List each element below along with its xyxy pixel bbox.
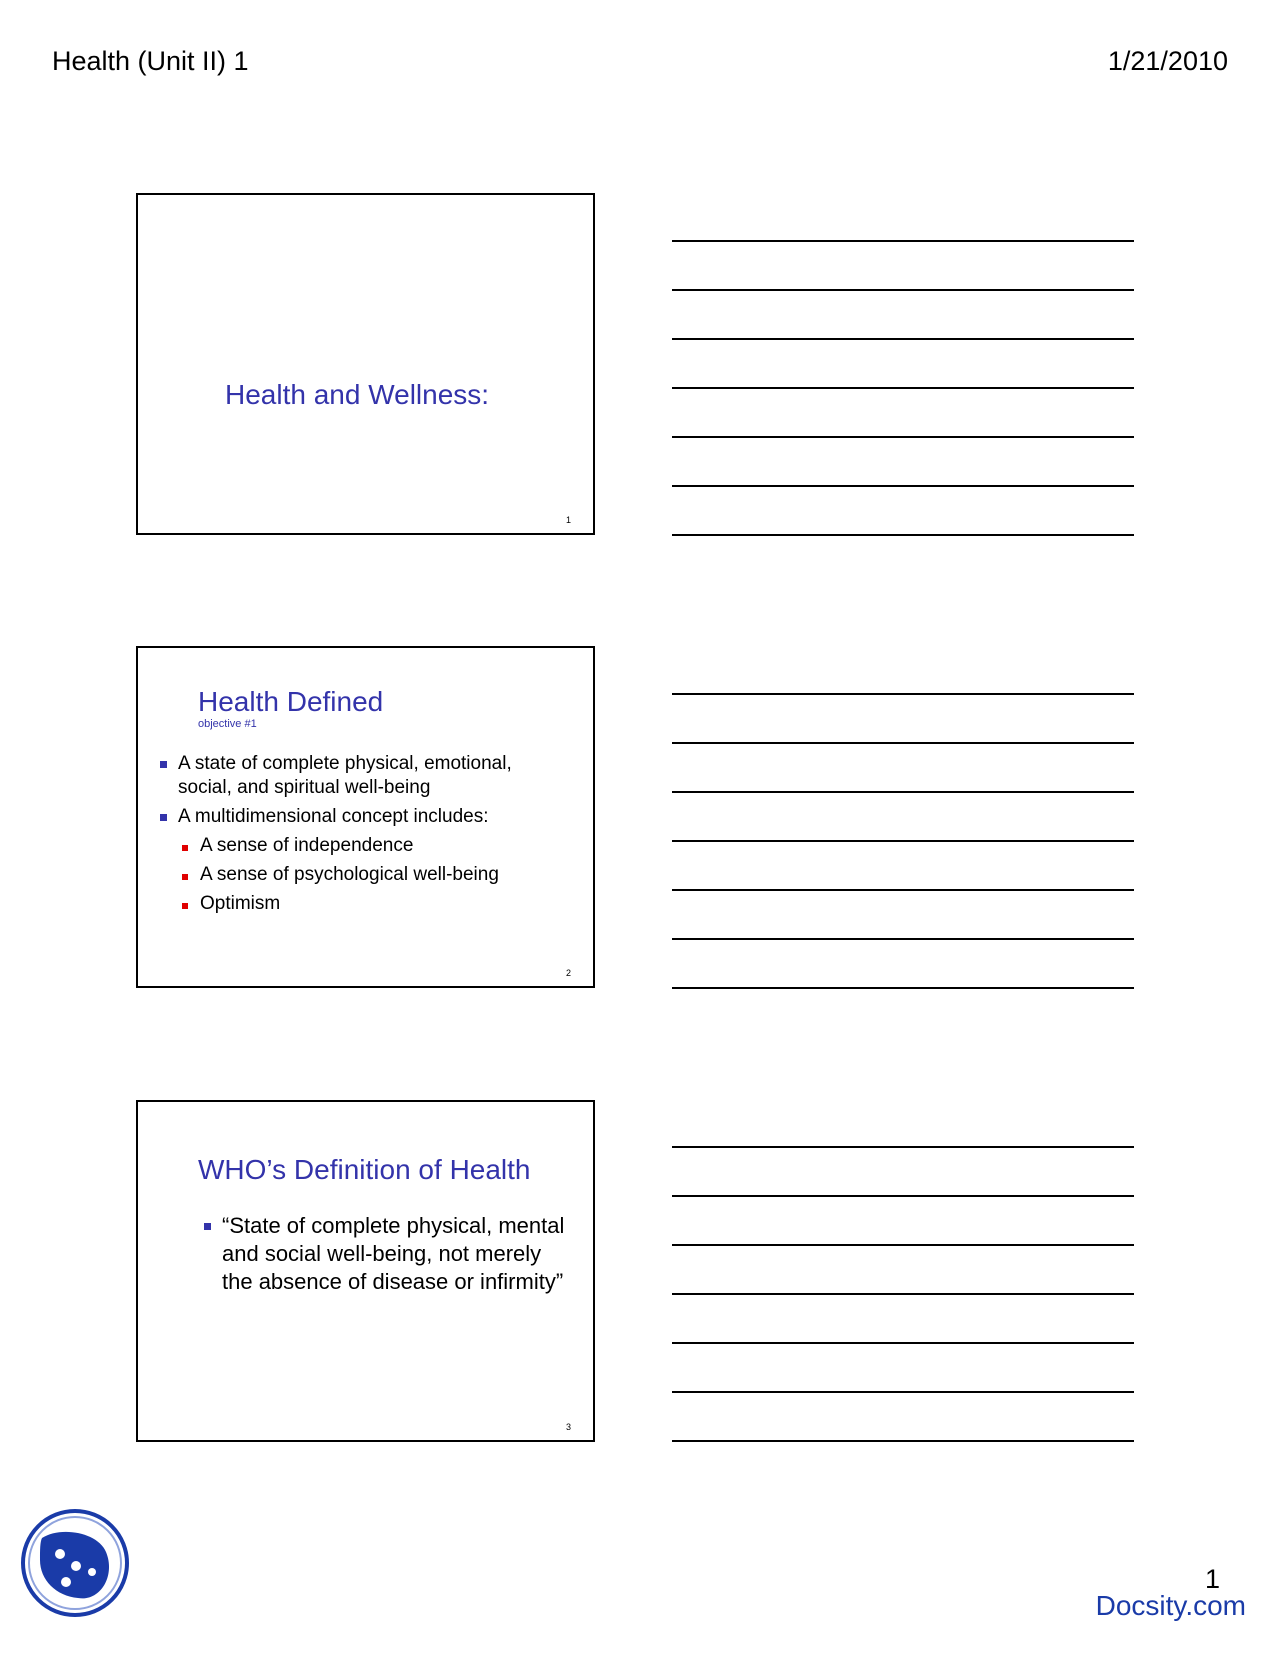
subbullet-text: Optimism — [200, 893, 281, 914]
note-line — [672, 387, 1134, 389]
bullet-item — [160, 752, 512, 776]
note-line — [672, 889, 1134, 891]
slide-number: 2 — [565, 968, 571, 978]
note-line — [672, 1244, 1134, 1246]
slide-title: WHO’s Definition of Health — [198, 1154, 531, 1185]
note-line — [672, 791, 1134, 793]
document-header-title: Health (Unit II) 1 — [52, 46, 249, 76]
note-line — [672, 240, 1134, 242]
note-line — [672, 485, 1134, 487]
bullet-square-icon — [182, 874, 188, 880]
bullet-square-icon — [182, 845, 188, 851]
note-line — [672, 534, 1134, 536]
note-line — [672, 1342, 1134, 1344]
document-header-date: 1/21/2010 — [1107, 46, 1228, 76]
notes-lines-1 — [672, 240, 1134, 583]
bullet-square-icon — [182, 903, 188, 909]
subbullet-item — [182, 892, 280, 916]
note-line — [672, 338, 1134, 340]
page-number: 1 — [1204, 1564, 1220, 1594]
bullet-square-icon — [160, 814, 167, 821]
notes-lines-2 — [672, 693, 1134, 1036]
bullet-square-icon — [204, 1223, 211, 1230]
note-line — [672, 693, 1134, 695]
note-line — [672, 436, 1134, 438]
note-line — [672, 1440, 1134, 1442]
bullet-text: social, and spiritual well-being — [178, 777, 431, 798]
slide-number: 3 — [565, 1422, 571, 1432]
note-line — [672, 1293, 1134, 1295]
subbullet-item — [182, 834, 413, 858]
bullet-square-icon — [160, 761, 167, 768]
quote-line: the absence of disease or infirmity” — [222, 1269, 564, 1294]
bullet-text: A multidimensional concept includes: — [178, 806, 489, 827]
slide-title: Health Defined — [198, 686, 384, 717]
note-line — [672, 289, 1134, 291]
slide-2 — [136, 646, 595, 988]
note-line — [672, 742, 1134, 744]
subbullet-text: A sense of psychological well-being — [200, 864, 499, 885]
slide-1 — [136, 193, 595, 535]
slide-title: Health and Wellness: — [225, 379, 490, 410]
docsity-logo-icon — [20, 1508, 130, 1618]
subbullet-text: A sense of independence — [200, 835, 414, 856]
note-line — [672, 1195, 1134, 1197]
note-line — [672, 1391, 1134, 1393]
quote-bullet — [204, 1212, 564, 1296]
slide-number: 1 — [565, 515, 571, 525]
slide-3 — [136, 1100, 595, 1442]
bullet-item — [160, 805, 489, 829]
slide-subtitle: objective #1 — [198, 718, 257, 730]
note-line — [672, 938, 1134, 940]
docsity-link[interactable]: Docsity.com — [1095, 1590, 1246, 1621]
bullet-text: A state of complete physical, emotional, — [178, 753, 512, 774]
notes-lines-3 — [672, 1146, 1134, 1489]
note-line — [672, 987, 1134, 989]
note-line — [672, 1146, 1134, 1148]
note-line — [672, 840, 1134, 842]
bullet-continuation — [160, 776, 430, 800]
subbullet-item — [182, 863, 499, 887]
quote-line: and social well-being, not merely — [222, 1241, 542, 1266]
quote-line: “State of complete physical, mental — [222, 1213, 565, 1238]
